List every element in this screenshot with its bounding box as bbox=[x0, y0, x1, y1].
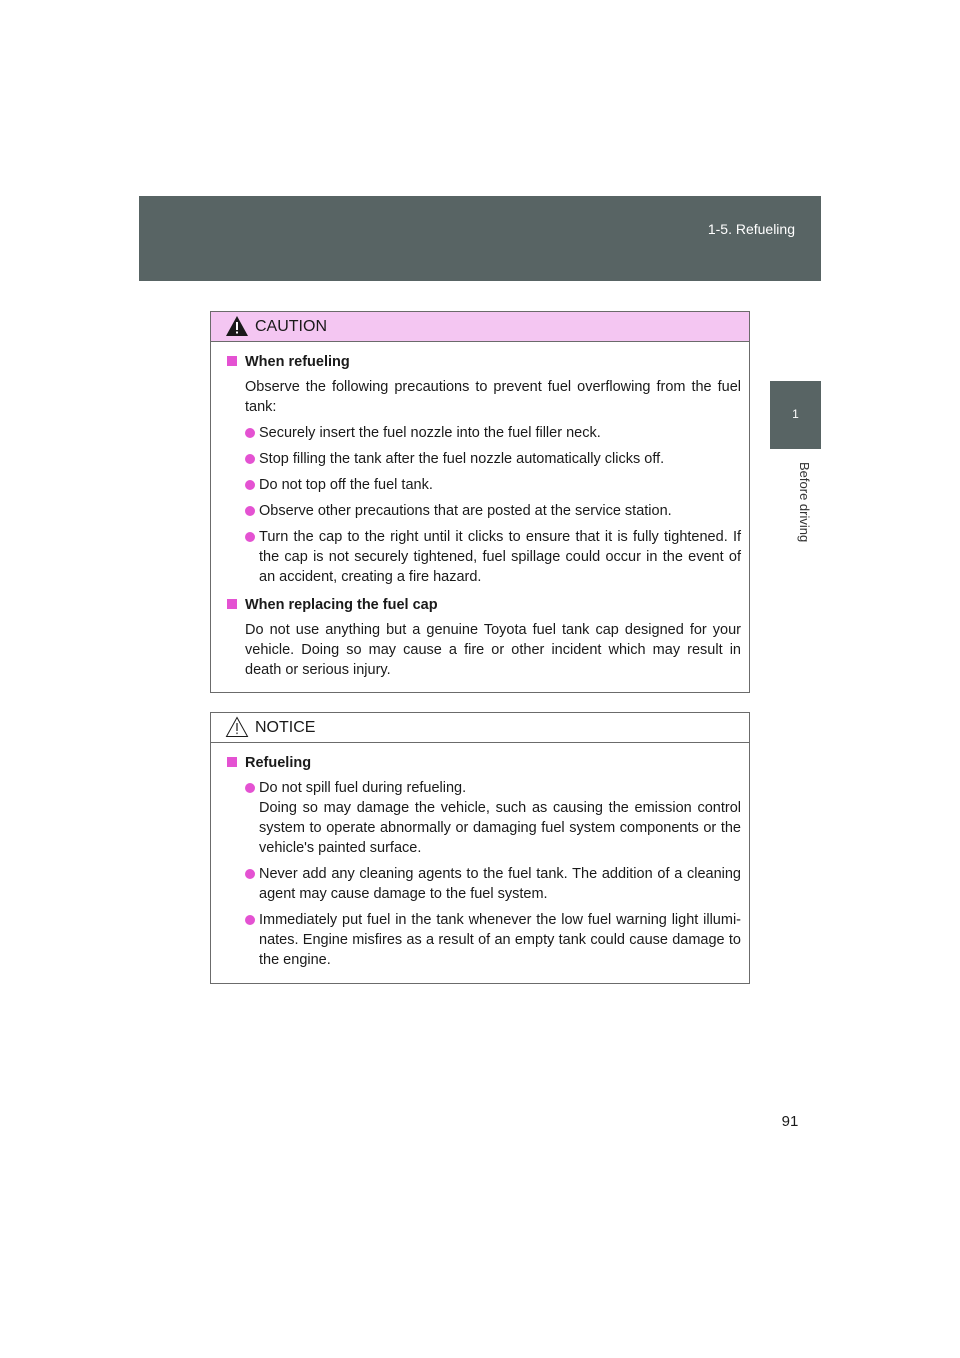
circle-bullet-icon bbox=[245, 915, 255, 925]
section-title: 1-5. Refueling bbox=[707, 221, 795, 237]
list-item: Securely insert the fuel nozzle into the fuel filler neck. bbox=[245, 423, 741, 443]
square-bullet-icon bbox=[227, 599, 237, 609]
header-band bbox=[139, 196, 821, 281]
circle-bullet-icon bbox=[245, 783, 255, 793]
circle-bullet-icon bbox=[245, 869, 255, 879]
page-number: 91 bbox=[781, 1113, 799, 1130]
chapter-number: 1 bbox=[792, 407, 799, 421]
chapter-title: Before driving bbox=[797, 462, 812, 543]
section-heading: Refueling bbox=[227, 753, 741, 773]
bullet-list bbox=[245, 423, 741, 587]
circle-bullet-icon bbox=[245, 454, 255, 464]
section-heading: When refueling bbox=[227, 352, 741, 372]
circle-bullet-icon bbox=[245, 480, 255, 490]
chapter-tab bbox=[770, 381, 821, 449]
square-bullet-icon bbox=[227, 356, 237, 366]
section-heading: When replacing the fuel cap bbox=[227, 595, 741, 615]
list-item: Observe other precautions that are posted at the service station. bbox=[245, 501, 741, 521]
caution-body bbox=[211, 342, 749, 680]
section-intro: Observe the following precautions to prevent fuel overflowing from the fuel tank: bbox=[245, 379, 741, 415]
circle-bullet-icon bbox=[245, 532, 255, 542]
warning-triangle-icon bbox=[225, 315, 249, 337]
notice-body bbox=[211, 743, 749, 970]
notice-header bbox=[211, 713, 749, 743]
circle-bullet-icon bbox=[245, 428, 255, 438]
list-item: Turn the cap to the right until it clicks to ensure that it is fully tightened. If the cap is not securely tightened, fuel spillage could occur in the event of an accident, creating a fire hazard. bbox=[245, 527, 741, 587]
list-item: Never add any cleaning agents to the fuel tank. The addition of a cleaning agent may cause damage to the fuel system. bbox=[245, 864, 741, 904]
warning-triangle-outline-icon bbox=[225, 716, 249, 738]
notice-label: NOTICE bbox=[255, 719, 316, 736]
caution-box bbox=[210, 311, 750, 693]
list-item: Stop filling the tank after the fuel nozzle automatically clicks off. bbox=[245, 449, 741, 469]
notice-box bbox=[210, 712, 750, 984]
square-bullet-icon bbox=[227, 757, 237, 767]
circle-bullet-icon bbox=[245, 506, 255, 516]
caution-label: CAUTION bbox=[255, 318, 327, 335]
section-intro: Do not use anything but a genuine Toyota fuel tank cap designed for your vehicle. Doing so may cause a fire or other incident which may result in death or serious injury. bbox=[245, 622, 741, 678]
list-item: Do not spill fuel during refueling. Doing so may damage the vehicle, such as causing the emission control system to operate abnormally or damaging fuel system components or the vehicle's painted surface. bbox=[245, 778, 741, 858]
list-item: Do not top off the fuel tank. bbox=[245, 475, 741, 495]
bullet-list bbox=[245, 778, 741, 970]
caution-header bbox=[211, 312, 749, 342]
list-item: Immediately put fuel in the tank whenever the low fuel warning light illumi-nates. Engine misfires as a result of an empty tank could cause damage to the engine. bbox=[245, 910, 741, 970]
